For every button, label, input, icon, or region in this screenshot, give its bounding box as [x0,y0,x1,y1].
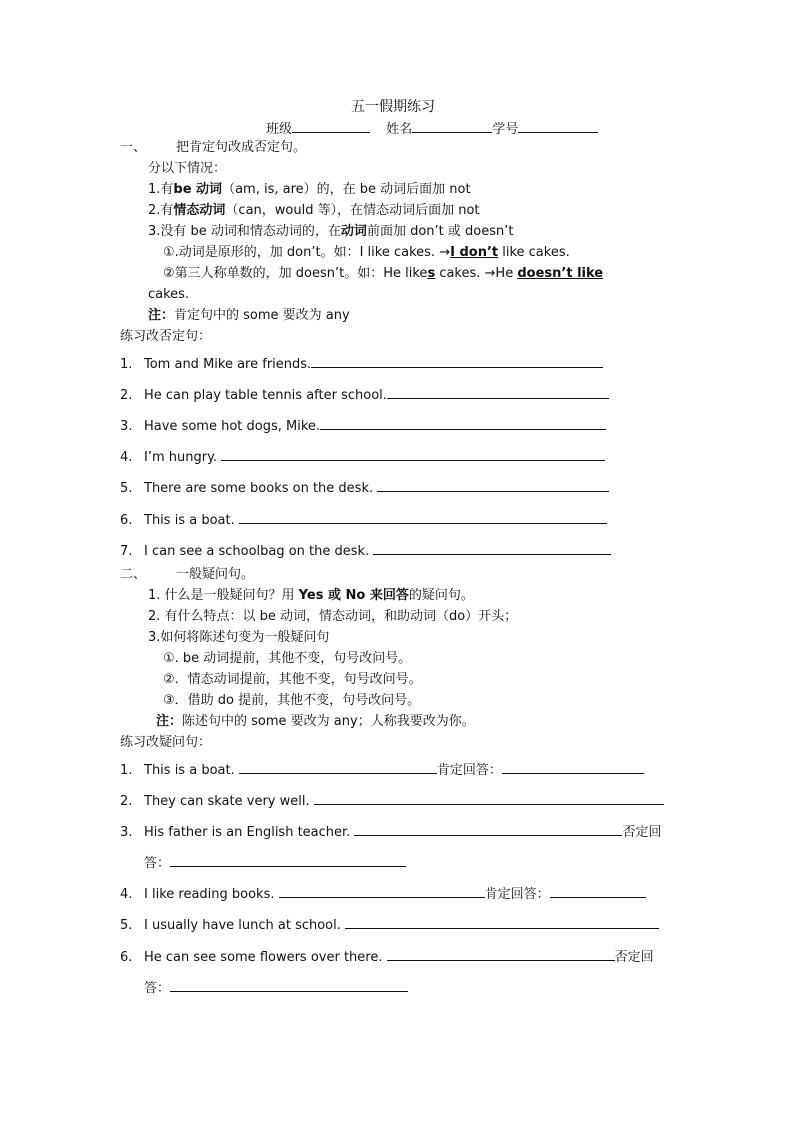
class-field[interactable] [292,119,370,133]
q-step-3: ③．借助 do 提前，其他不变，句号改问号。 [163,693,421,708]
section2-note: 注：陈述句中的 some 要改为 any；人称我要改为你。 [156,714,475,729]
section1-number: 一、 [120,140,147,155]
neg-item-3: 3. Have some hot dogs, Mike. [120,416,606,436]
answer-line[interactable] [279,884,485,898]
number-label: 学号 [492,122,519,137]
q-item-3: 3. His father is an English teacher. 否定回 [120,822,661,842]
reply-line[interactable] [550,884,646,898]
reply-line[interactable] [502,760,644,774]
q-point-2: 2. 有什么特点：以 be 动词，情态动词，和助动词（do）开头； [148,609,518,624]
answer-line[interactable] [311,354,603,368]
section1-intro: 分以下情况： [148,161,227,176]
q-point-1: 1. 什么是一般疑问句？用 Yes 或 No 来回答的疑问句。 [148,588,474,603]
answer-line[interactable] [373,541,611,555]
q-step-1: ①. be 动词提前，其他不变，句号改问号。 [163,651,412,666]
section1-practice-label: 练习改否定句： [120,329,212,344]
q-item-1: 1. This is a boat. 肯定回答： [120,760,644,780]
rule-3-sub-2-cont: cakes. [148,287,190,302]
answer-line[interactable] [354,822,622,836]
q-step-2: ②．情态动词提前，其他不变，句号改问号。 [163,672,422,687]
name-field[interactable] [412,119,492,133]
answer-line[interactable] [387,385,609,399]
q-item-6: 6. He can see some flowers over there. 否定回 [120,947,654,967]
neg-item-5: 5. There are some books on the desk. [120,478,609,498]
section1-title: 把肯定句改成否定句。 [176,140,307,155]
neg-item-6: 6. This is a boat. [120,510,607,530]
number-field[interactable] [518,119,598,133]
rule-3: 3.没有 be 动词和情态动词的，在动词前面加 don’t 或 doesn’t [148,224,514,239]
answer-line[interactable] [387,947,615,961]
class-label: 班级 [266,122,293,137]
section2-title: 一般疑问句。 [176,567,255,582]
rule-3-sub-2: ②第三人称单数的，加 doesn’t。如：He likes cakes. →He doesn’t like [163,266,604,281]
section1-heading [120,139,146,157]
reply-line[interactable] [170,853,406,867]
page-title: 五一假期练习 [351,99,435,115]
answer-line[interactable] [314,791,664,805]
q-item-5: 5. I usually have lunch at school. [120,915,659,935]
rule-2: 2.有情态动词（can，would 等），在情态动词后面加 not [148,203,480,218]
rule-1: 1.有be 动词（am, is, are）的，在 be 动词后面加 not [148,182,471,197]
rule-3-sub-1: ①.动词是原形的，加 don’t。如：I like cakes. →I don’t like cakes. [163,245,570,260]
answer-line[interactable] [239,510,607,524]
answer-line[interactable] [320,416,606,430]
neg-item-2: 2. He can play table tennis after school. [120,385,609,405]
answer-line[interactable] [345,915,659,929]
section2-number: 二、 [120,567,147,582]
neg-item-1: 1. Tom and Mike are friends. [120,354,603,374]
q-item-6-reply: 答： [144,978,408,998]
q-item-4: 4. I like reading books. 肯定回答： [120,884,646,904]
section2-practice-label: 练习改疑问句： [120,735,212,750]
answer-line[interactable] [221,447,605,461]
header-fields [266,119,598,139]
name-label: 姓名 [386,122,413,137]
neg-item-7: 7. I can see a schoolbag on the desk. [120,541,611,561]
section1-note: 注：肯定句中的 some 要改为 any [148,308,350,323]
q-item-3-reply: 答： [144,853,406,873]
answer-line[interactable] [377,478,609,492]
q-point-3: 3.如何将陈述句变为一般疑问句 [148,630,330,645]
q-item-2: 2. They can skate very well. [120,791,664,811]
neg-item-4: 4. I’m hungry. [120,447,605,467]
reply-line[interactable] [170,978,408,992]
answer-line[interactable] [239,760,437,774]
